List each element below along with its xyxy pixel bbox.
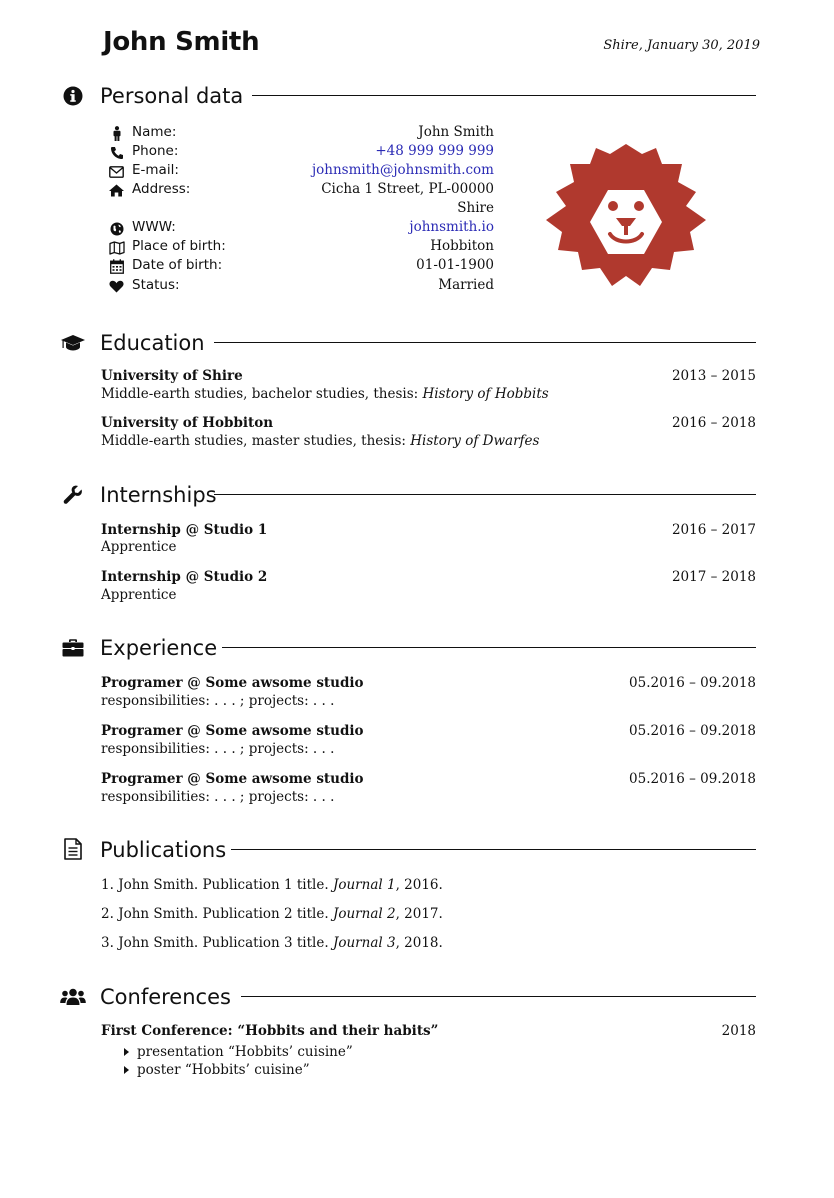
personal-label: Place of birth: bbox=[132, 238, 226, 254]
publication-number: 2. bbox=[101, 906, 114, 922]
personal-label: Date of birth: bbox=[132, 257, 223, 273]
education-entry-title: University of Hobbiton bbox=[101, 415, 274, 431]
personal-value: Married bbox=[438, 277, 494, 293]
internship-entry-title: Internship @ Studio 2 bbox=[101, 569, 268, 585]
globe-icon bbox=[108, 221, 125, 236]
internship-entry-desc: Apprentice bbox=[101, 587, 177, 603]
home-icon bbox=[108, 183, 125, 198]
education-entry-desc bbox=[101, 433, 539, 449]
personal-row-address-2 bbox=[108, 200, 494, 219]
personal-value: John Smith bbox=[418, 124, 494, 140]
section-title-publications: Publications bbox=[100, 838, 227, 862]
publication-journal: Journal 1 bbox=[332, 877, 396, 893]
publication-year: , 2017. bbox=[395, 906, 443, 922]
lion-logo bbox=[544, 142, 708, 288]
envelope-icon bbox=[108, 164, 125, 179]
publication-item bbox=[101, 877, 443, 893]
education-entry-title: University of Shire bbox=[101, 368, 243, 384]
info-icon bbox=[60, 85, 86, 107]
personal-value: 01-01-1900 bbox=[416, 257, 494, 273]
publication-item bbox=[101, 935, 443, 951]
education-thesis: History of Dwarfes bbox=[410, 433, 540, 449]
section-title-conferences: Conferences bbox=[100, 985, 231, 1009]
personal-row-address bbox=[108, 181, 494, 200]
publication-item bbox=[101, 906, 443, 922]
conference-bullet-text: poster “Hobbits’ cuisine” bbox=[137, 1062, 310, 1078]
personal-value: Hobbiton bbox=[430, 238, 494, 254]
experience-entry-title: Programer @ Some awsome studio bbox=[101, 723, 364, 739]
personal-label: Address: bbox=[132, 181, 191, 197]
experience-entry-title: Programer @ Some awsome studio bbox=[101, 771, 364, 787]
calendar-icon bbox=[108, 259, 125, 274]
experience-entry-desc: responsibilities: . . . ; projects: . . . bbox=[101, 741, 335, 757]
section-title-internships: Internships bbox=[100, 483, 217, 507]
experience-entry-date: 05.2016 – 09.2018 bbox=[629, 675, 756, 691]
publication-number: 1. bbox=[101, 877, 114, 893]
section-rule bbox=[222, 647, 756, 648]
education-thesis: History of Hobbits bbox=[422, 386, 549, 402]
section-rule bbox=[231, 849, 756, 850]
person-icon bbox=[108, 126, 125, 141]
section-title-education: Education bbox=[100, 331, 205, 355]
triangle-bullet-icon bbox=[124, 1066, 129, 1074]
internship-entry-desc: Apprentice bbox=[101, 539, 177, 555]
users-icon bbox=[60, 986, 86, 1008]
internship-entry-date: 2016 – 2017 bbox=[671, 522, 756, 538]
education-desc-text: Middle-earth studies, bachelor studies, thesis: bbox=[101, 386, 423, 402]
personal-value: Shire bbox=[457, 200, 494, 216]
personal-label: Phone: bbox=[132, 143, 179, 159]
conference-entry-title: First Conference: “Hobbits and their habits” bbox=[101, 1023, 439, 1039]
personal-row-place-of-birth bbox=[108, 238, 494, 257]
conference-entry-date: 2018 bbox=[721, 1023, 756, 1039]
publication-text: John Smith. Publication 2 title. bbox=[118, 906, 333, 922]
personal-label: WWW: bbox=[132, 219, 176, 235]
conference-bullet bbox=[124, 1062, 310, 1078]
personal-label: E-mail: bbox=[132, 162, 179, 178]
cv-name: John Smith bbox=[103, 27, 260, 57]
wrench-icon bbox=[60, 484, 86, 506]
personal-row-phone bbox=[108, 143, 494, 162]
personal-label: Status: bbox=[132, 277, 180, 293]
publication-number: 3. bbox=[101, 935, 114, 951]
section-title-experience: Experience bbox=[100, 636, 218, 660]
phone-icon bbox=[108, 145, 125, 160]
publication-text: John Smith. Publication 1 title. bbox=[118, 877, 333, 893]
www-link[interactable]: johnsmith.io bbox=[409, 219, 494, 235]
conference-bullet-text: presentation “Hobbits’ cuisine” bbox=[137, 1044, 353, 1060]
education-entry-date: 2016 – 2018 bbox=[671, 415, 756, 431]
section-rule bbox=[214, 494, 756, 495]
personal-row-name bbox=[108, 124, 494, 143]
section-title-personal: Personal data bbox=[100, 84, 244, 108]
experience-entry-desc: responsibilities: . . . ; projects: . . . bbox=[101, 693, 335, 709]
publication-year: , 2016. bbox=[395, 877, 443, 893]
personal-row-status bbox=[108, 277, 494, 296]
document-icon bbox=[60, 838, 86, 860]
experience-entry-desc: responsibilities: . . . ; projects: . . . bbox=[101, 789, 335, 805]
triangle-bullet-icon bbox=[124, 1048, 129, 1056]
personal-row-www bbox=[108, 219, 494, 238]
personal-row-email bbox=[108, 162, 494, 181]
internship-entry-title: Internship @ Studio 1 bbox=[101, 522, 268, 538]
map-icon bbox=[108, 240, 125, 255]
graduation-cap-icon bbox=[60, 332, 86, 354]
conference-bullet bbox=[124, 1044, 353, 1060]
experience-entry-date: 05.2016 – 09.2018 bbox=[629, 723, 756, 739]
personal-row-date-of-birth bbox=[108, 257, 494, 276]
section-rule bbox=[252, 95, 756, 96]
personal-value: Cicha 1 Street, PL-00000 bbox=[321, 181, 494, 197]
briefcase-icon bbox=[60, 637, 86, 659]
phone-link[interactable]: +48 999 999 999 bbox=[375, 143, 494, 159]
publication-text: John Smith. Publication 3 title. bbox=[118, 935, 333, 951]
publication-journal: Journal 3 bbox=[332, 935, 396, 951]
section-rule bbox=[241, 996, 756, 997]
experience-entry-date: 05.2016 – 09.2018 bbox=[629, 771, 756, 787]
education-desc-text: Middle-earth studies, master studies, thesis: bbox=[101, 433, 411, 449]
education-entry-desc bbox=[101, 386, 549, 402]
publication-journal: Journal 2 bbox=[332, 906, 396, 922]
heart-icon bbox=[108, 279, 125, 294]
experience-entry-title: Programer @ Some awsome studio bbox=[101, 675, 364, 691]
personal-label: Name: bbox=[132, 124, 177, 140]
internship-entry-date: 2017 – 2018 bbox=[671, 569, 756, 585]
section-rule bbox=[214, 342, 756, 343]
publication-year: , 2018. bbox=[395, 935, 443, 951]
email-link[interactable]: johnsmith@johnsmith.com bbox=[311, 162, 494, 178]
dateline: Shire, January 30, 2019 bbox=[603, 38, 760, 53]
education-entry-date: 2013 – 2015 bbox=[671, 368, 756, 384]
